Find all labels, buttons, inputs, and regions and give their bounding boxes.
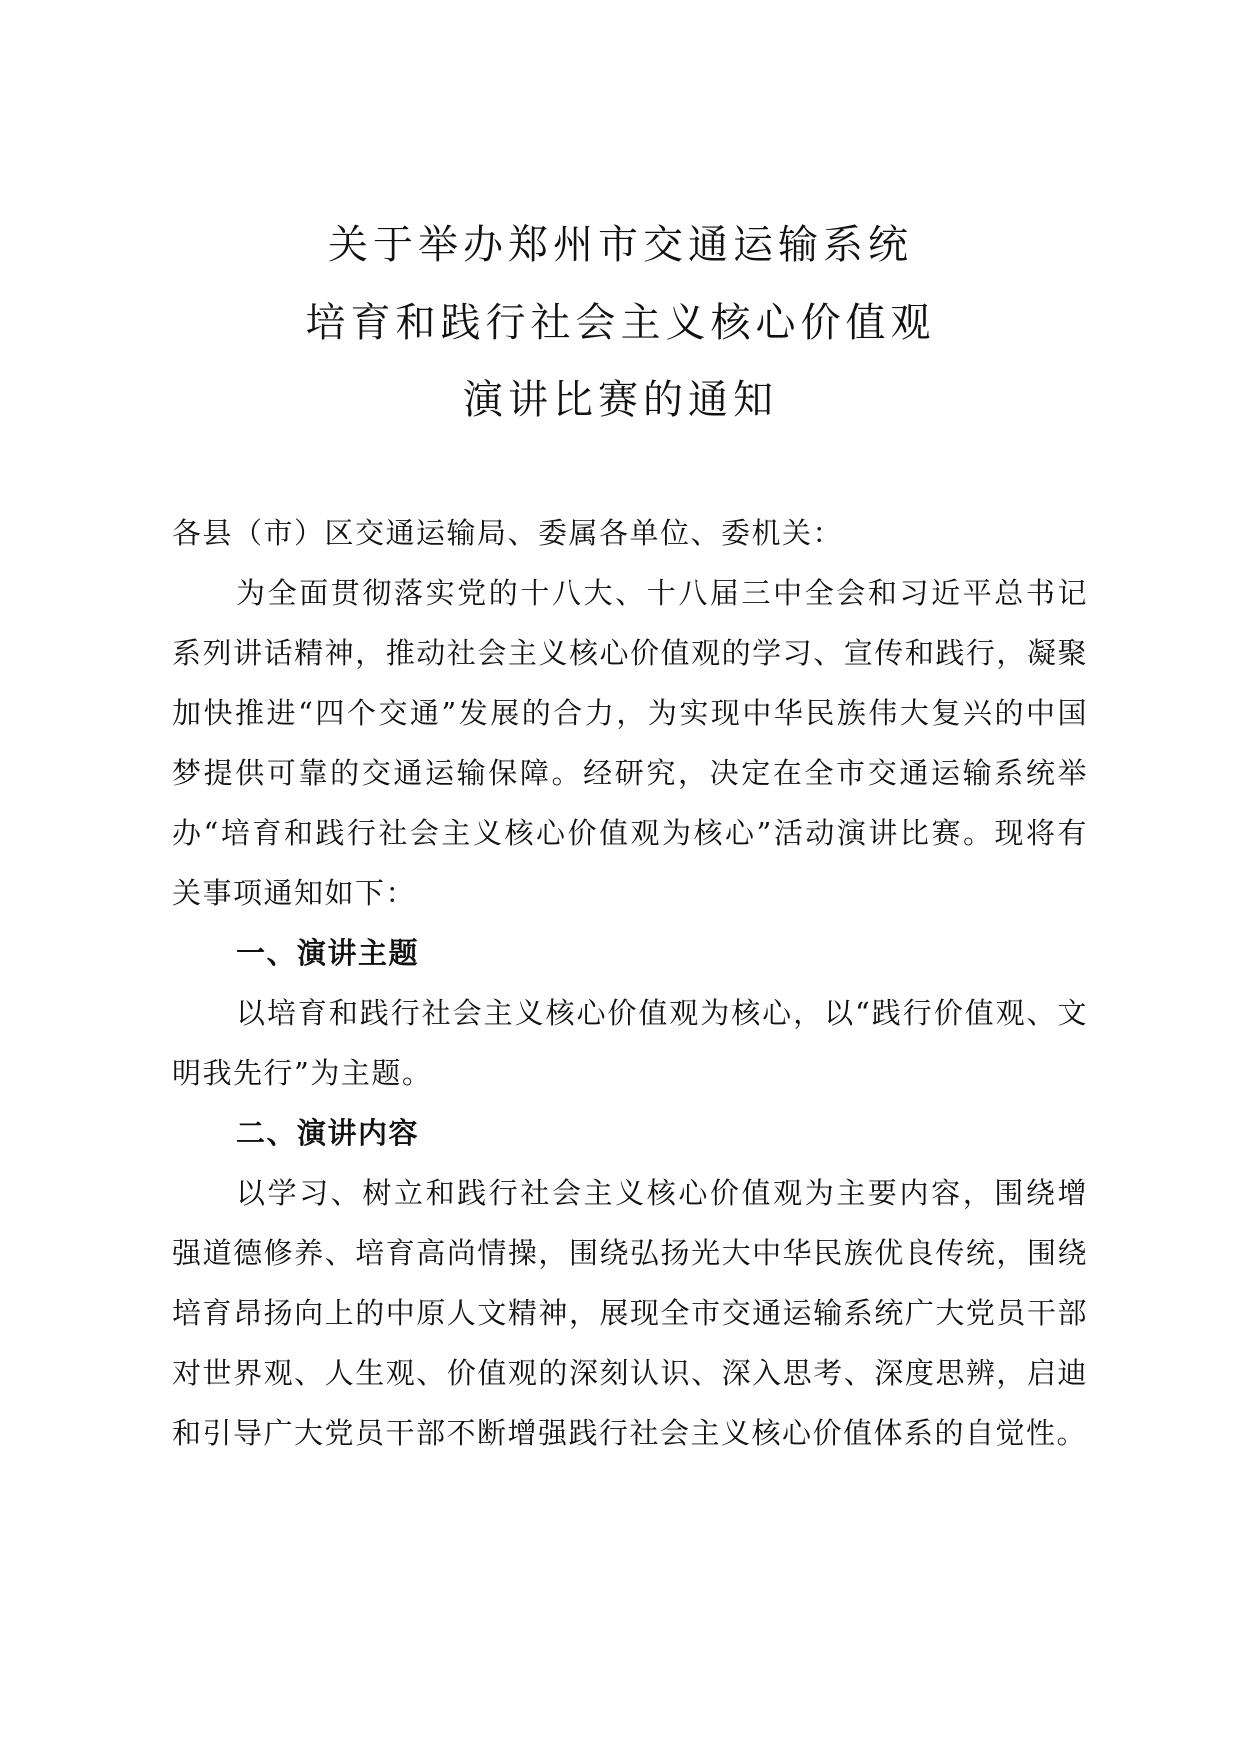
document-body — [172, 503, 1088, 1463]
section-text-theme: 以培育和践行社会主义核心价值观为核心，以“践行价值观、文明我先行”为主题。 — [172, 996, 1088, 1090]
title-line-1: 关于举办郑州市交通运输系统 — [328, 222, 913, 268]
salutation: 各县（市）区交通运输局、委属各单位、委机关： — [172, 516, 844, 550]
title-line-3: 演讲比赛的通知 — [463, 377, 778, 423]
intro-paragraph: 为全面贯彻落实党的十八大、十八届三中全会和习近平总书记系列讲话精神，推动社会主义核心价值观的学习、宣传和践行，凝聚加快推进“四个交通”发展的合力，为实现中华民族伟大复兴的中国梦提供可靠的交通运输保障。经研究，决定在全市交通运输系统举办“培育和践行社会主义核心价值观为核心”活动演讲比赛。现将有关事项通知如下： — [172, 576, 1088, 910]
section-heading-content: 二、演讲内容 — [236, 1116, 420, 1150]
title-line-2: 培育和践行社会主义核心价值观 — [305, 300, 936, 346]
section-heading-theme: 一、演讲主题 — [236, 936, 420, 970]
section-text-content: 以学习、树立和践行社会主义核心价值观为主要内容，围绕增强道德修养、培育高尚情操，围绕弘扬光大中华民族优良传统，围绕培育昂扬向上的中原人文精神，展现全市交通运输系统广大党员干部对世界观、人生观、价值观的深刻认识、深入思考、深度思辨，启迪和引导广大党员干部不断增强践行社会主义核心价值体系的自觉性。 — [172, 1176, 1088, 1450]
